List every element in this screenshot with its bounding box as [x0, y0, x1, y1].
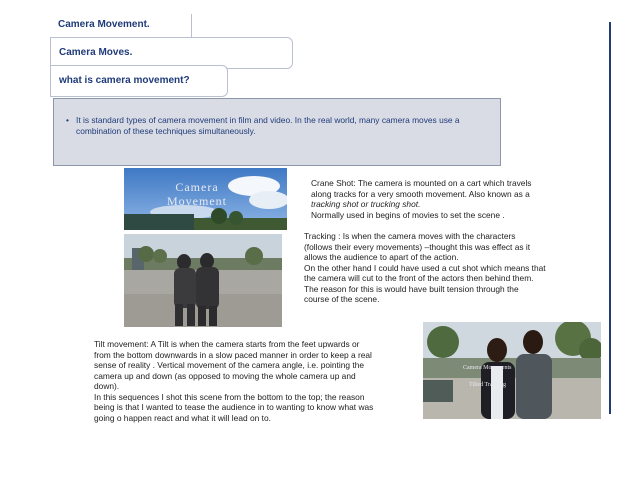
- crane-shot-text: [311, 178, 561, 220]
- text-line: along tracks for a very smooth movement. Also known as a: [311, 188, 530, 199]
- text-line: Tilt movement: A Tilt is when the camera starts from the feet upwards or: [94, 339, 360, 349]
- text-line: Tracking : Is when the camera moves with the characters: [304, 231, 516, 241]
- text-line: being is that I wanted to tease the audience in to wanting to know what was: [94, 402, 374, 412]
- tilt-photo-caption-2: Tilted Tracking: [469, 382, 506, 388]
- tab-label: what is camera movement?: [59, 75, 190, 86]
- tracking-text: [304, 231, 584, 305]
- tilt-photo: [423, 322, 601, 419]
- text-line: the camera will cut to the front of the actors then behind them.: [304, 273, 534, 283]
- definition-bullet: [66, 115, 476, 137]
- tilt-photo-caption-1: Camera Movements: [463, 365, 512, 371]
- tab-label: Camera Moves.: [59, 47, 133, 58]
- definition-box: [53, 98, 501, 166]
- text-line: course of the scene.: [304, 294, 380, 304]
- text-line: On the other hand I could have used a cut shot which means that: [304, 262, 546, 273]
- text-line: The reason for this is would have built tension through the: [304, 283, 519, 294]
- tracking-photo-image: [124, 234, 282, 327]
- text-line: camera up and down (as opposed to moving the whole camera up and: [94, 370, 356, 381]
- text-line: down).: [94, 381, 120, 391]
- right-divider-line: [609, 22, 611, 414]
- tab-what-is-camera-movement[interactable]: [50, 65, 228, 97]
- text-line: In this sequences I shot this scene from the bottom to the top; the reason: [94, 391, 365, 402]
- text-line: Normally used in begins of movies to set the scene .: [311, 209, 505, 220]
- definition-text: It is standard types of camera movement in film and video. In the real world, many camera moves use a combination of these techniques simultaneously.: [76, 115, 460, 136]
- sky-photo: [124, 168, 287, 230]
- tab-label: Camera Movement.: [58, 19, 150, 30]
- tilt-movement-text: [94, 339, 414, 423]
- text-line: allows the audience to apart of the action.: [304, 252, 459, 262]
- text-line: from the bottom downwards in a slow paced manner in order to keep a real: [94, 349, 372, 360]
- text-line: Crane Shot: The camera is mounted on a cart which travels: [311, 178, 532, 188]
- text-line: tracking shot or trucking shot.: [311, 199, 421, 209]
- text-line: (follows their every movements) –thought this was effect as it: [304, 241, 531, 252]
- tracking-photo: [124, 234, 282, 327]
- text-line: sense of reality . Vertical movement of the camera angle, i.e. pointing the: [94, 360, 365, 370]
- bullet-icon: •: [66, 115, 69, 125]
- tilt-photo-image: [423, 322, 601, 419]
- sky-photo-title: Camera Movement: [167, 180, 227, 208]
- text-line: going o happen react and what it will lead on to.: [94, 412, 271, 423]
